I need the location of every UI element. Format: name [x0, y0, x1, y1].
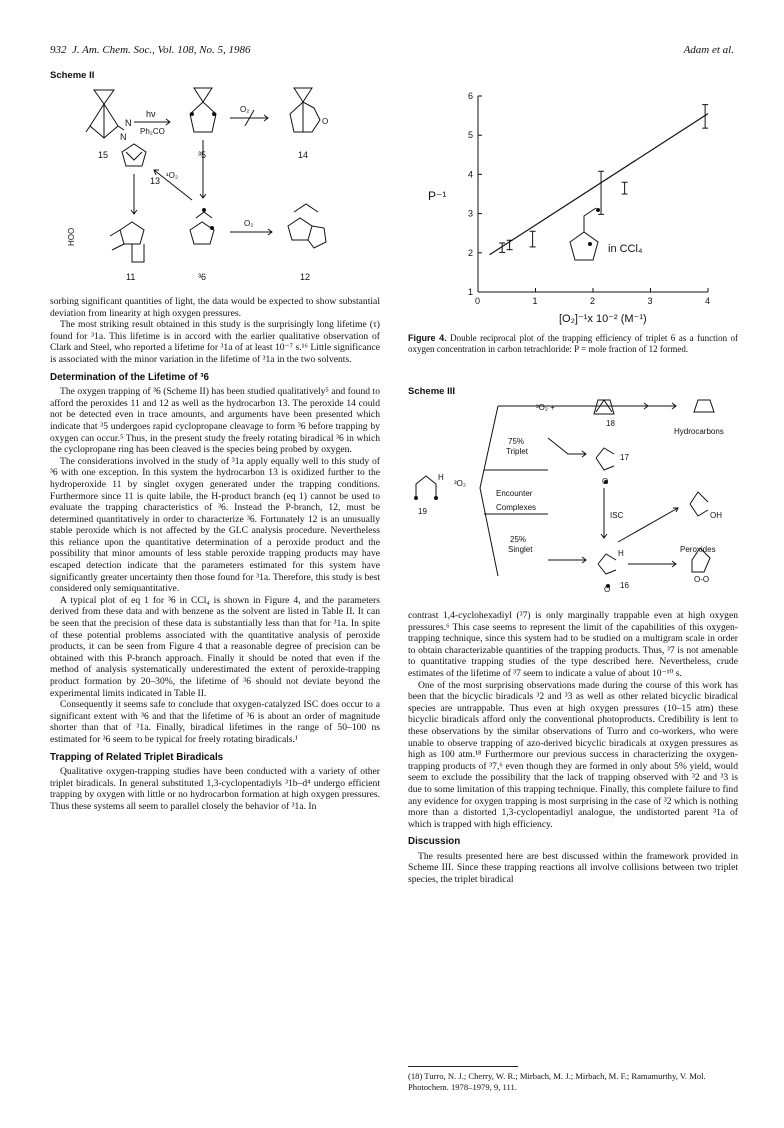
- label-12: 12: [300, 272, 311, 282]
- running-header-left: [50, 44, 251, 56]
- y-tick-label: 1: [468, 287, 474, 297]
- running-header-authors: Adam et al.: [683, 44, 734, 56]
- singlet-label: Singlet: [508, 545, 533, 554]
- hydrocarbons-label: Hydrocarbons: [674, 427, 724, 436]
- x-tick-label: 4: [705, 296, 711, 306]
- o2-label-c: O₂: [244, 219, 254, 228]
- h-atom-1: H: [438, 473, 444, 482]
- compound-15-structure: [86, 90, 124, 138]
- section-heading-discussion: Discussion: [408, 836, 461, 848]
- compound-13-structure: [122, 144, 146, 166]
- scheme3-diagram: [408, 392, 738, 600]
- pct25-label: 25%: [510, 535, 527, 544]
- x-axis-label: [O₂]⁻¹x 10⁻² (M⁻¹): [559, 313, 647, 325]
- compound-14-structure: [290, 88, 320, 132]
- o2-plus-label: ³O₂ +: [536, 403, 555, 412]
- compound-12-structure: [288, 204, 326, 248]
- cyclopentene-inset-structure: [570, 208, 600, 260]
- x-tick-label: 2: [590, 296, 596, 306]
- label-36: ³6: [198, 272, 207, 282]
- right-paragraph-2: One of the most surprising observations made during the course of this work has been that the bicyclic biradicals ³2 and ³3 as well as other related bicyclic biradical species are untrappable. Thus even at high oxygen pressures (10–15 atm) these bicyclic biradicals afford only the conventional photoproducts. Credibility is lent to these observations by the similar observations of Turro and co-workers, who were unable to observe trapping of azo-derived bicyclic biradicals at oxygen pressures as high as 100 atm.¹⁸ Furthermore our previous success in characterizing the oxygen-trapping products of ³7,⁶ even though they are formed in only about 5% yield, would seem to exclude the possibility that the lack of trapping observed with ³2 and ³3 is due to some limitation of this trapping technique. Finally, this complete failure to find any evidence for oxygen trapping is most surprising in the case of ³2 which is nothing more than a distorted 1,3-cyclopentadiyl analogue, the undistorted parent ³1a of which is trapped with high efficiency.: [408, 679, 738, 830]
- page-number: 932: [50, 44, 67, 56]
- y-tick-label: 2: [468, 247, 474, 258]
- triplet-label: Triplet: [506, 447, 528, 456]
- label-14: 14: [298, 150, 309, 160]
- y-axis-label: P⁻¹: [428, 189, 447, 203]
- o-atom-17: O: [602, 477, 609, 486]
- right-column: [408, 610, 738, 886]
- left-paragraph-3: The oxygen trapping of ³6 (Scheme II) has been studied qualitatively⁵ and found to afford the peroxides 11 and 12 as well as the hydrocarbon 13. The peroxide 14 could not be detected even in trace amounts, and arguments have been presented which indicate that ³5 undergoes rapid cyclopropane cleavage to form ³6 before trapping by oxygen can occur.⁵ Thus, in the present study the freely rotating biradical ³6 in which the cyclopropane ring has been cleaved is the species being probed by oxygen.: [50, 386, 380, 456]
- label-15: 15: [98, 150, 109, 160]
- x-tick-label: 1: [532, 296, 538, 306]
- footnote-rule: [408, 1066, 518, 1067]
- compound-19-structure: [415, 476, 438, 500]
- encounter-label: Encounter: [496, 489, 533, 498]
- h-atom-2: H: [618, 549, 624, 558]
- y-tick-label: 3: [468, 208, 474, 219]
- label-18: 18: [606, 419, 615, 428]
- compound-35-structure: [190, 88, 216, 132]
- footnote-18: (18) Turro, N. J.; Cherry, W. R.; Mirbach, M. J.; Mirbach, M. F.; Ramamurthy, V. Mol. Photochem. 1978–1979, 9, 111.: [408, 1071, 706, 1092]
- hv-label: hν: [146, 109, 156, 119]
- n-atom-1: N: [125, 118, 132, 128]
- right-paragraph-3: The results presented here are best discussed within the framework provided in Scheme III. Since these trapping reactions all involve collisions between two triplet species, the triplet biradical: [408, 850, 738, 886]
- section-heading-trapping: Trapping of Related Triplet Biradicals: [50, 751, 224, 763]
- fit-line: [490, 114, 709, 255]
- o2-label-a: O₂: [240, 105, 250, 114]
- oo-label: O-O: [694, 575, 710, 584]
- left-paragraph-6: Consequently it seems safe to conclude that oxygen-catalyzed ISC does occur to a significant extent with ³6 and that the lifetime of ³6 is about an order of magnitude shorter than that of ³1a. Finally, biradical lifetimes in the range of 50–100 ns estimated for ³6 seem to be typical for freely rotating biradicals.¹: [50, 699, 380, 745]
- isc-label: ISC: [610, 511, 624, 520]
- o2-reagent-label: ³O₂: [454, 479, 466, 488]
- figure4-caption-text: Double reciprocal plot of the trapping efficiency of triplet 6 as a function of oxygen concentration in carbon tetrachloride: P = mole fraction of 12 formed.: [408, 333, 738, 354]
- scheme2-title: Scheme II: [50, 70, 95, 81]
- left-paragraph-1: sorbing significant quantities of light, the data would be expected to show substantial deviation from linearity at high oxygen pressures.: [50, 296, 380, 319]
- o2-label-b: ¹O₂: [166, 171, 178, 180]
- left-paragraph-2: The most striking result obtained in this study is the surprisingly long lifetime (τ) found for ³1a. This lifetime is in accord with the earlier qualitative observation of Clark and Steel, who reported a lifetime for ³1a of at least 10⁻⁷ s.¹⁶ Little significance is associated with the minor variation in the lifetime of ³1a in the two solvents.: [50, 319, 380, 365]
- left-column: [50, 296, 380, 813]
- compound-11-structure: [110, 222, 144, 262]
- oh-label: OH: [710, 511, 722, 520]
- label-17: 17: [620, 453, 629, 462]
- label-35: ³5: [198, 150, 207, 160]
- label-19: 19: [418, 507, 427, 516]
- scheme2-diagram: [62, 80, 378, 290]
- ph2co-label: Ph₂CO: [140, 127, 165, 136]
- compound-36-structure: [190, 209, 214, 245]
- y-tick-label: 6: [468, 91, 474, 101]
- peroxides-label: Peroxides: [680, 545, 716, 554]
- x-tick-label: 3: [647, 296, 653, 306]
- hoo-label: HOO: [67, 227, 76, 246]
- pct75-label: 75%: [508, 437, 525, 446]
- arrow-to-hydroperoxide: [618, 508, 678, 542]
- section-heading-lifetime: Determination of the Lifetime of ³6: [50, 371, 209, 383]
- figure4-chart: [408, 82, 738, 328]
- y-tick-label: 4: [468, 169, 474, 180]
- y-tick-label: 5: [468, 130, 474, 141]
- left-paragraph-5: A typical plot of eq 1 for ³6 in CCl₄ is shown in Figure 4, and the parameters derived from these data and with benzene as the solvent are listed in Table II. It can be seen that the precision of these data is substantially less than that for ³1a. In spite of these potential problems associated with the quantitative analysis of peroxide products, it can be seen from Figure 4 that a reasonable degree of precision can be obtained with this P-branch approach. Finally it should be noted that even if the method of analysis systematically underestimated the extent of peroxide-trapping product formation by 20–30%, the lifetime of ³6 should not deviate beyond the experimental limits indicated in Table II.: [50, 594, 380, 699]
- label-13: 13: [150, 176, 161, 186]
- n-atom-2: N: [120, 132, 127, 142]
- arrow-to-17: [548, 438, 586, 454]
- figure4-caption-label: Figure 4.: [408, 333, 447, 343]
- left-paragraph-7: Qualitative oxygen-trapping studies have been conducted with a variety of other triplet biradicals. In general substituted 1,3-cyclopentadiyls ³1b–d⁴ undergo efficient trapping by oxygen with little or no hydrocarbon formation at high oxygen pressures. Thus these systems all seem to parallel closely the behavior of ³1a. In: [50, 766, 380, 812]
- label-11: 11: [126, 272, 136, 282]
- left-paragraph-4: The considerations involved in the study of ³1a apply equally well to this study of ³6 with one exception. In this system the hydrocarbon 13 is oxidized further to the hydroperoxide 11 by singlet oxygen generated under the trapping conditions. Furthermore since 11 is quite labile, the H-product branch (eq 1) cannot be used to evaluate the trapping characteristics of ³6. Instead the P-branch, 12, must be determined quantitatively in order to characterize ³6. Fortunately 12 is an unusually stable peroxide which is not affected by the GLC analysis procedure. Nevertheless this reliance upon the quantitative determination of a peroxide product and the possibility that minor amounts of less stable peroxide trapping products may have escaped detection indicate that the parameters estimated for this system have significantly greater uncertainty then those found for ³1a. Therefore, this study is best considered only semiquantitative.: [50, 455, 380, 595]
- right-paragraph-1: contrast 1,4-cyclohexadiyl (³7) is only marginally trappable even at high oxygen pressures.⁶ This case seems to represent the limit of the capabilities of this oxygen-trapping technique, since this system had to be studied on a multigram scale in order to obtain characterizable quantities of the trapping products. Thus, ³7 is not amenable to quantitative trapping studies of the type described here. Nevertheless, crude estimates of the lifetime of ³7 seem to indicate a value of about 10⁻¹⁰ s.: [408, 610, 738, 679]
- annotation-ccl4: in CCl₄: [608, 243, 643, 255]
- complexes-label: Complexes: [496, 503, 537, 512]
- label-16: 16: [620, 581, 629, 590]
- x-tick-label: 0: [475, 296, 481, 306]
- scheme3-title: Scheme III: [408, 386, 455, 397]
- o-atom-16: O: [604, 585, 611, 594]
- figure4-caption: [408, 333, 738, 355]
- journal-citation: J. Am. Chem. Soc., Vol. 108, No. 5, 1986: [72, 44, 251, 56]
- o-atom: O: [322, 117, 329, 126]
